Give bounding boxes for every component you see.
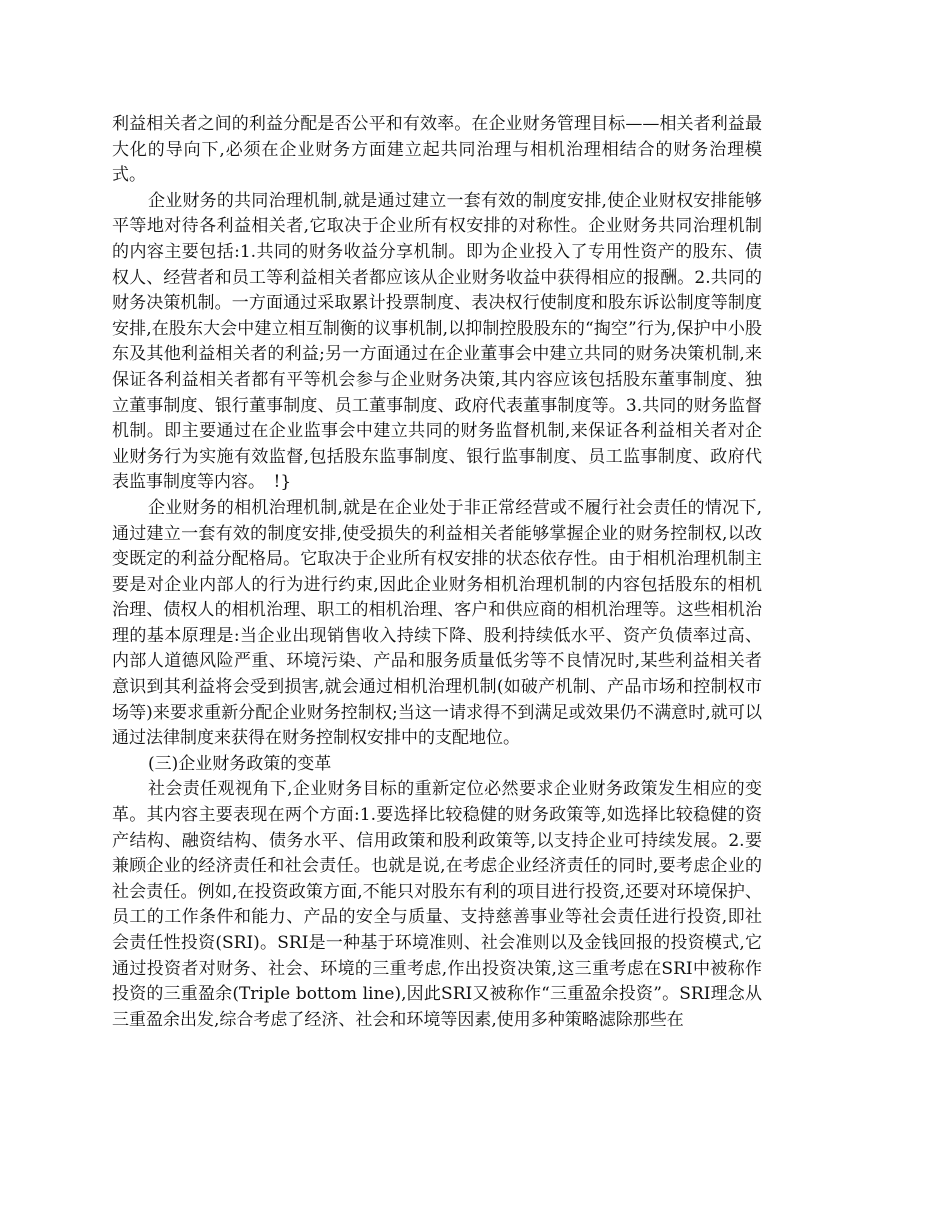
paragraph-contingent-governance: 企业财务的相机治理机制,就是在企业处于非正常经营或不履行社会责任的情况下,通过建立一套有效的制度安排,使受损失的利益相关者能够掌握企业的财务控制权,以改变既定的利益分配格局。它取决于企业所有权安排的状态依存性。由于相机治理机制主要是对企业内部人的行为进行约束,因此企业财务相机治理机制的内容包括股东的相机治理、债权人的相机治理、职工的相机治理、客户和供应商的相机治理等。这些相机治理的基本原理是:当企业出现销售收入持续下降、股利持续低水平、资产负债率过高、内部人道德风险严重、环境污染、产品和服务质量低劣等不良情况时,某些利益相关者意识到其利益将会受到损害,就会通过相机治理机制(如破产机制、产品市场和控制权市场等)来要求重新分配企业财务控制权;当这一请求得不到满足或效果仍不满意时,就可以通过法律制度来获得在财务控制权安排中的支配地位。 (112, 497, 762, 749)
document-page (112, 112, 762, 1033)
paragraph-common-governance: 企业财务的共同治理机制,就是通过建立一套有效的制度安排,使企业财权安排能够平等地对待各利益相关者,它取决于企业所有权安排的对称性。企业财务共同治理机制的内容主要包括:1.共同的财务收益分享机制。即为企业投入了专用性资产的股东、债权人、经营者和员工等利益相关者都应该从企业财务收益中获得相应的报酬。2.共同的财务决策机制。一方面通过采取累计投票制度、表决权行使制度和股东诉讼制度等制度安排,在股东大会中建立相互制衡的议事机制,以抑制控股股东的“掏空”行为,保护中小股东及其他利益相关者的利益;另一方面通过在企业董事会中建立共同的财务决策机制,来保证各利益相关者都有平等机会参与企业财务决策,其内容应该包括股东董事制度、独立董事制度、银行董事制度、员工董事制度、政府代表董事制度等。3.共同的财务监督机制。即主要通过在企业监事会中建立共同的财务监督机制,来保证各利益相关者对企业财务行为实施有效监督,包括股东监事制度、银行监事制度、员工监事制度、政府代表监事制度等内容。 !} (112, 190, 762, 493)
paragraph-1: 利益相关者之间的利益分配是否公平和有效率。在企业财务管理目标——相关者利益最大化的导向下,必须在企业财务方面建立起共同治理与相机治理相结合的财务治理模式。 (112, 114, 762, 186)
paragraph-policy-reform: 社会责任观视角下,企业财务目标的重新定位必然要求企业财务政策发生相应的变革。其内容主要表现在两个方面:1.要选择比较稳健的财务政策等,如选择比较稳健的资产结构、融资结构、债务水平、信用政策和股利政策等,以支持企业可持续发展。2.要兼顾企业的经济责任和社会责任。也就是说,在考虑企业经济责任的同时,要考虑企业的社会责任。例如,在投资政策方面,不能只对股东有利的项目进行投资,还要对环境保护、员工的工作条件和能力、产品的安全与质量、支持慈善事业等社会责任进行投资,即社会责任性投资(SRI)。SRI是一种基于环境准则、社会准则以及金钱回报的投资模式,它通过投资者对财务、社会、环境的三重考虑,作出投资决策,这三重考虑在SRI中被称作投资的三重盈余(Triple bottom line),因此SRI又被称作“三重盈余投资”。SRI理念从三重盈余出发,综合考虑了经济、社会和环境等因素,使用多种策略滤除那些在 (112, 779, 762, 1030)
section-heading: (三)企业财务政策的变革 (148, 753, 332, 774)
